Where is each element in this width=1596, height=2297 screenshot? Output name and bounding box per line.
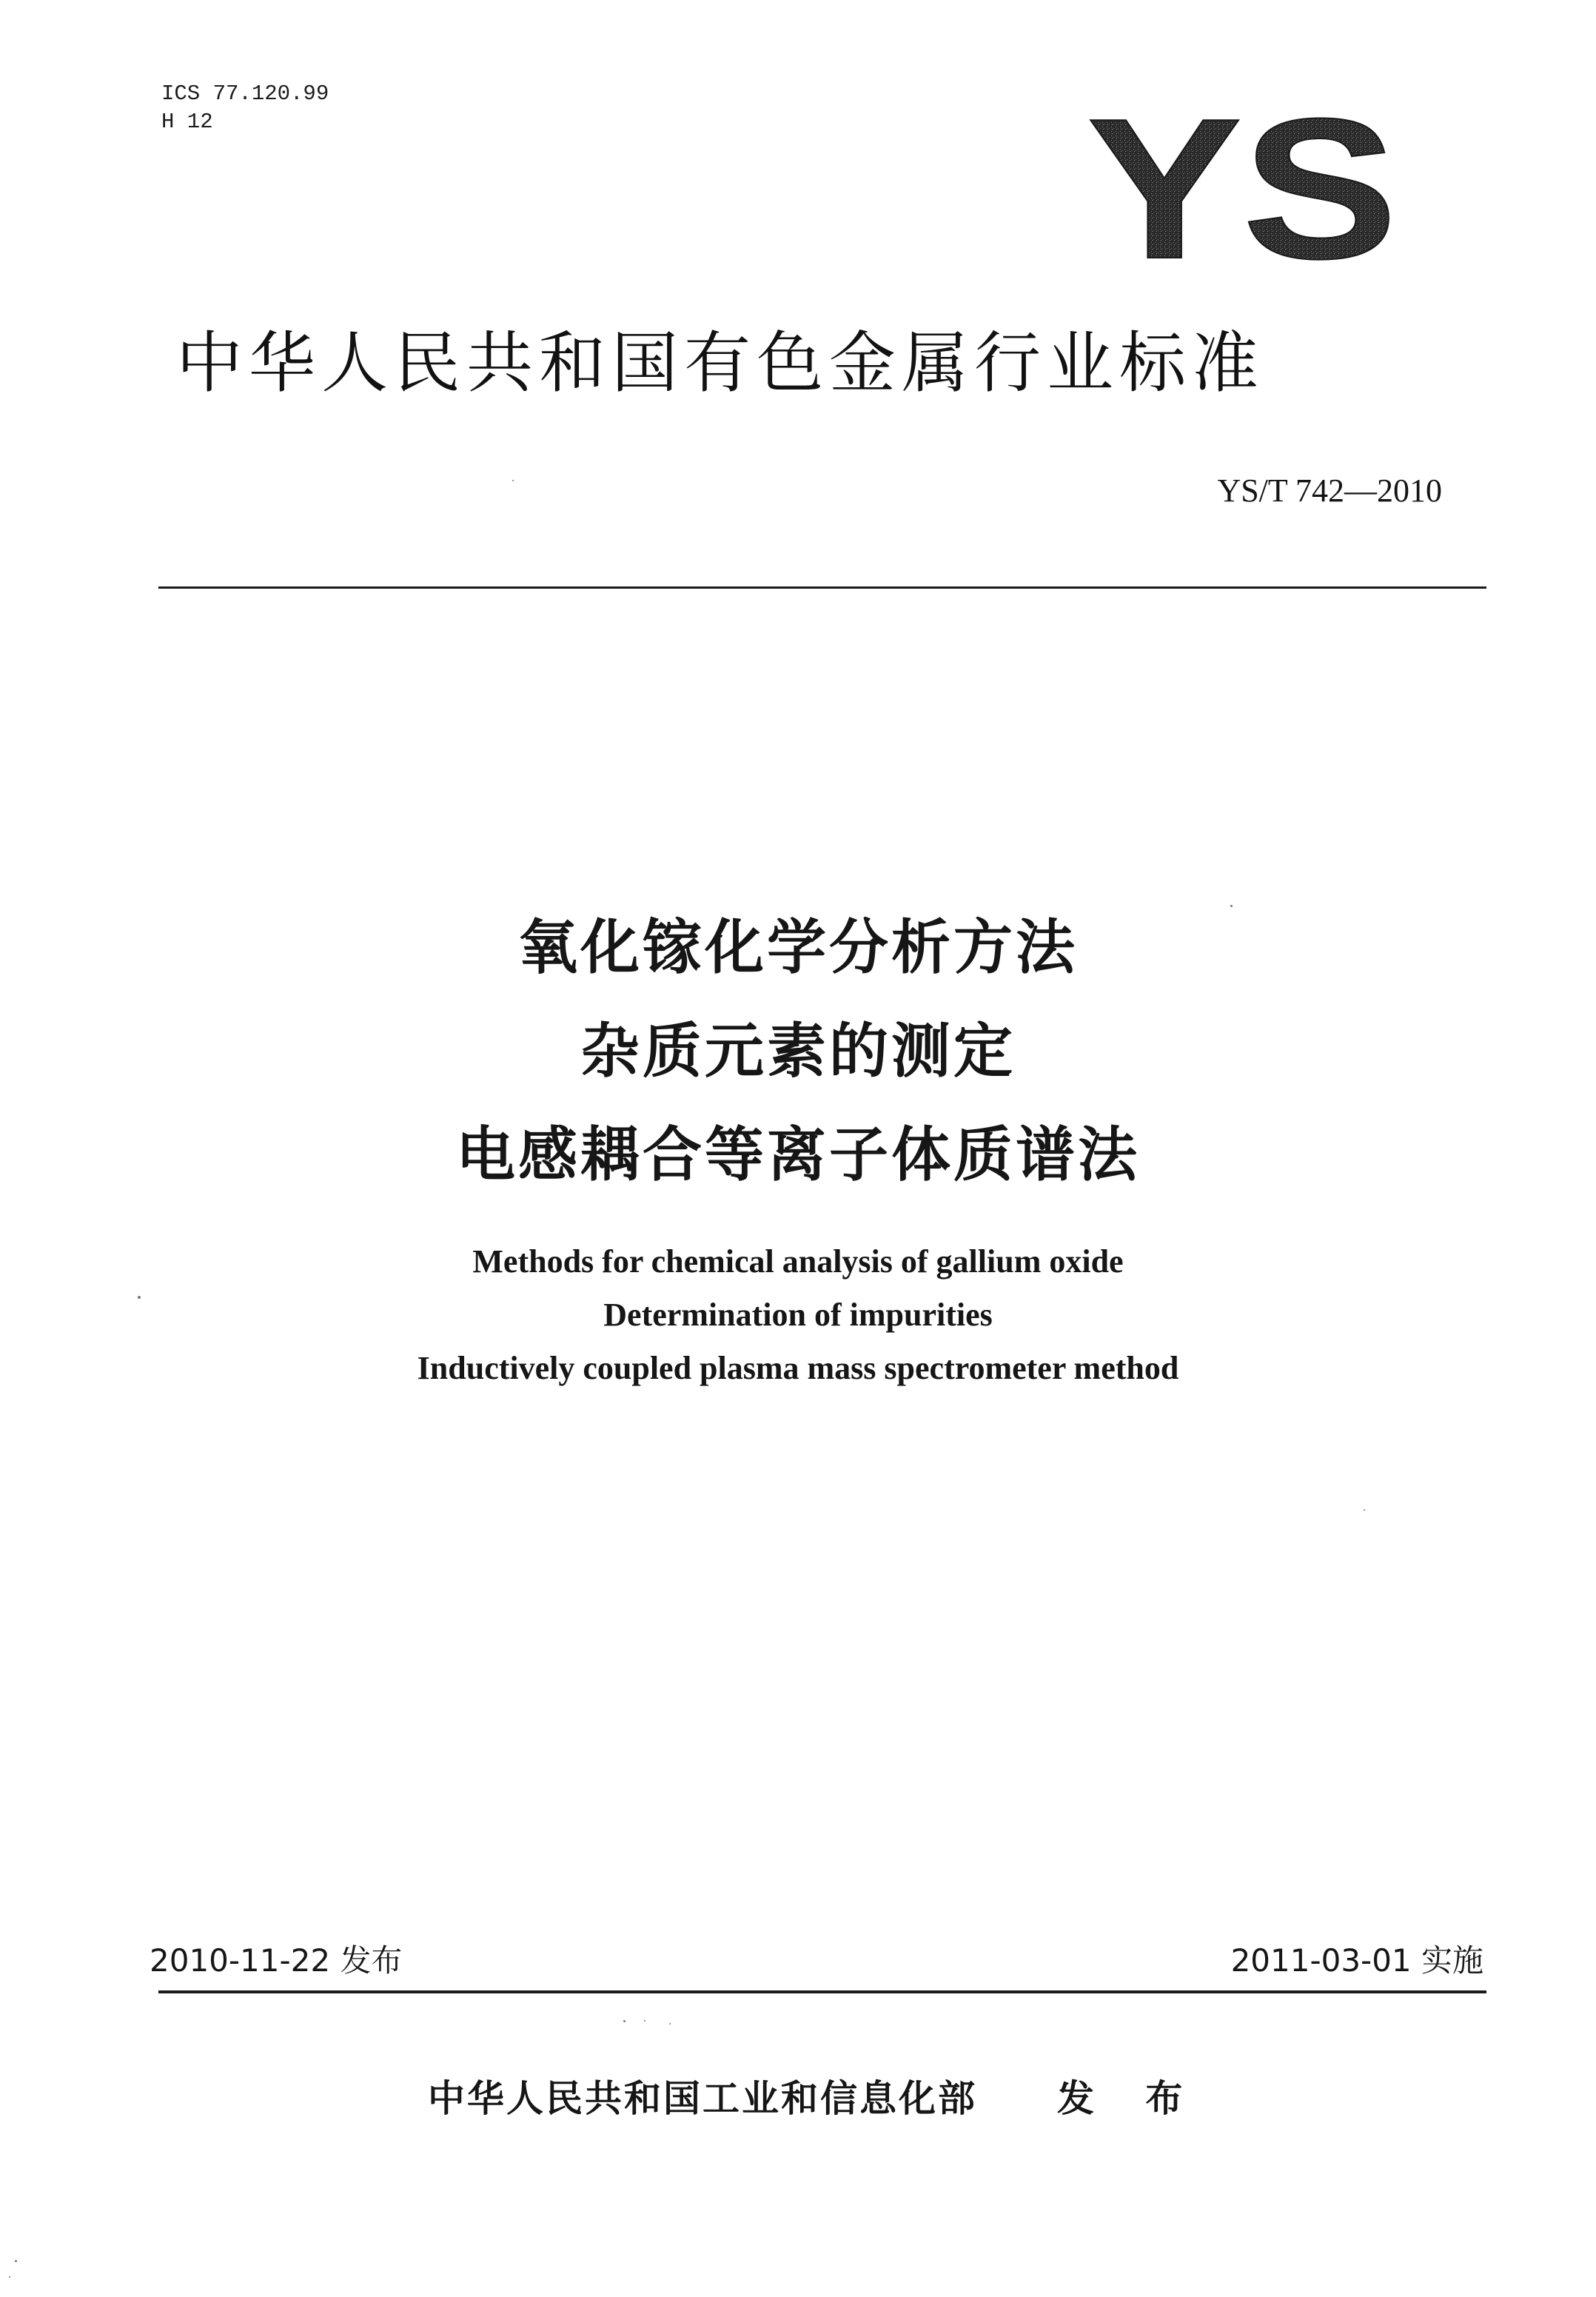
- title-english: [0, 1235, 1596, 1395]
- issuer-action: 发 布: [1057, 2077, 1202, 2120]
- title-cn-line-3: 电感耦合等离子体质谱法: [456, 1120, 1140, 1189]
- standard-number: YS/T 742—2010: [1217, 472, 1442, 509]
- title-en-line-2: Determination of impurities: [603, 1297, 993, 1333]
- issuer-name: 中华人民共和国工业和信息化部: [428, 2077, 977, 2120]
- scan-speck: [512, 480, 514, 481]
- title-en-line-1: Methods for chemical analysis of gallium oxide: [472, 1243, 1124, 1280]
- scan-speck: [644, 2020, 646, 2022]
- title-cn-line-2: 杂质元素的测定: [580, 1017, 1016, 1086]
- scan-speck: [623, 2020, 626, 2022]
- scan-speck: [15, 2260, 17, 2262]
- scan-speck: [669, 2023, 671, 2024]
- footer-divider: [158, 1990, 1486, 1993]
- scan-speck: [9, 2276, 10, 2278]
- scan-speck: [1364, 1509, 1365, 1511]
- ics-code: ICS 77.120.99: [161, 81, 329, 106]
- header-divider: [158, 586, 1486, 589]
- scan-speck: [1230, 905, 1233, 907]
- ccs-code: H 12: [161, 110, 213, 134]
- issue-date: 2010-11-22 发布: [150, 1942, 403, 1979]
- effective-date: 2011-03-01 实施: [1230, 1942, 1483, 1979]
- ys-logo: [1079, 104, 1405, 267]
- title-cn-line-1: 氧化镓化学分析方法: [518, 913, 1078, 982]
- title-en-line-3: Inductively coupled plasma mass spectrometer method: [417, 1350, 1179, 1386]
- title-chinese: [0, 896, 1596, 1207]
- scan-speck: [138, 1296, 141, 1299]
- standard-name: 中华人民共和国有色金属行业标准: [176, 324, 1264, 402]
- issuing-authority: [428, 2075, 1201, 2122]
- ys-logo-text: YS: [1087, 104, 1398, 267]
- classification-codes: [161, 80, 329, 136]
